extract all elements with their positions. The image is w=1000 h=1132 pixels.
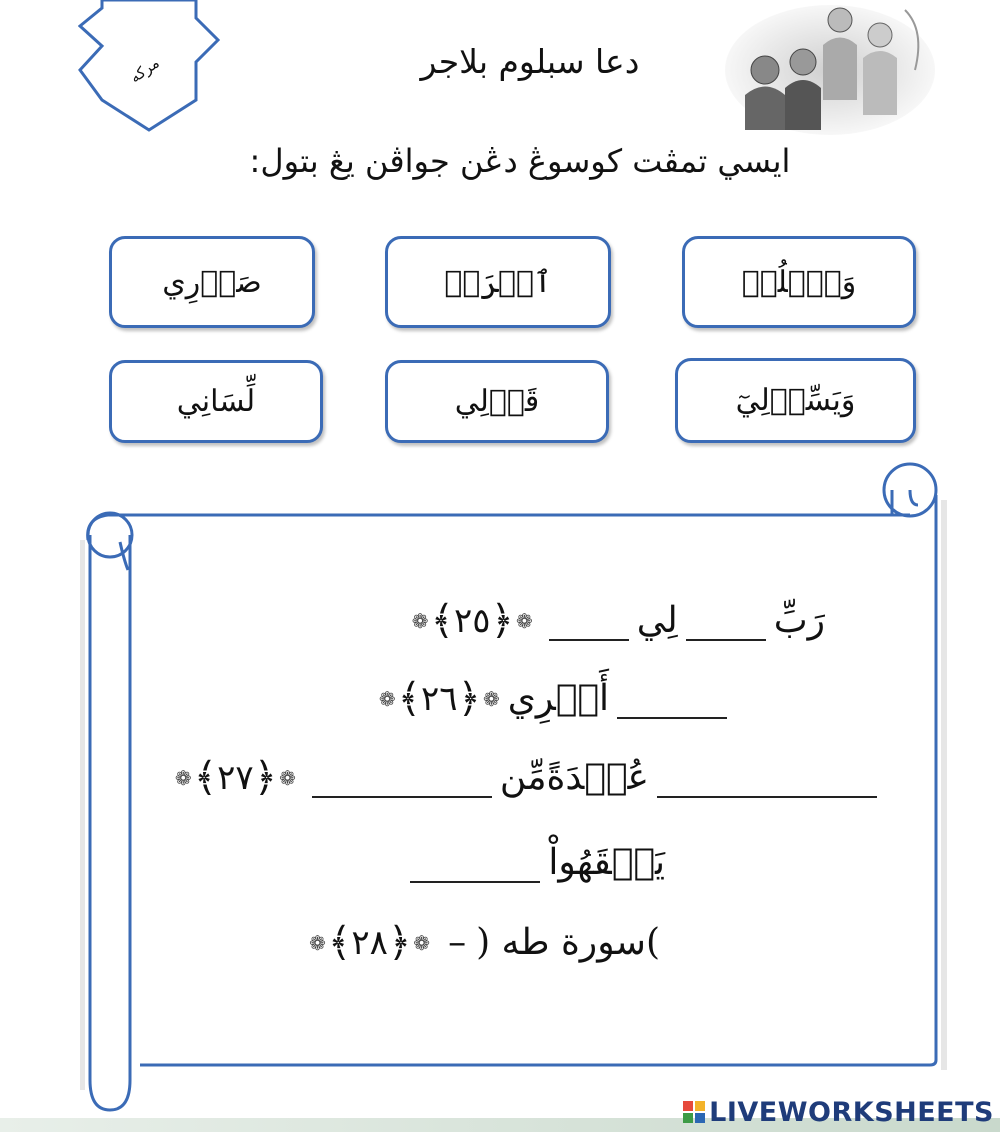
instruction-text: ايسي تمڤت كوسوڠ دڠن جواڤن يڠ بتول: [249, 142, 791, 180]
liveworksheets-logo-icon [683, 1101, 705, 1123]
brand-text: LIVEWORKSHEETS [709, 1096, 994, 1128]
rosette-icon: ❁ [309, 931, 326, 955]
verse-word: رَبِّ [773, 600, 825, 641]
ayah-number: ❁ ﴿ ٢٥ ﴾ ❁ [411, 598, 533, 644]
word-tile[interactable]: ٱشۡرَحۡ [385, 236, 611, 328]
rosette-icon: ❁ [411, 609, 429, 633]
word-tile[interactable]: وَٱحۡلُلۡ [682, 236, 916, 328]
ayah-number: ❁ ﴿ ٢٧ ﴾ ❁ [174, 755, 296, 801]
rosette-icon: ❁ [515, 609, 533, 633]
verse-word: لِي [636, 600, 678, 641]
answer-blank[interactable] [686, 613, 766, 641]
answer-blank[interactable] [657, 770, 877, 798]
verse-word: مِّن [499, 757, 547, 798]
answer-blank[interactable] [312, 770, 492, 798]
rosette-icon: ❁ [378, 687, 396, 711]
verse-word: أَمۡرِي [507, 678, 609, 719]
word-tile[interactable]: قَوۡلِي [385, 360, 609, 443]
surah-reference [301, 920, 660, 966]
dash: – [448, 922, 467, 963]
answer-blank[interactable] [617, 691, 727, 719]
ayah-number: ❁ ﴿ ٢٨ ﴾ ❁ [309, 920, 431, 966]
rosette-icon: ❁ [482, 687, 500, 711]
page-title: دعا سبلوم بلاجر [420, 42, 640, 81]
verse-line-25 [404, 598, 825, 644]
header-illustration [725, 0, 940, 135]
word-tile[interactable]: وَيَسِّرۡلِيٓ [675, 358, 916, 443]
verse-word: عُقۡدَةً [546, 757, 649, 798]
word-tile[interactable]: صَدۡرِي [109, 236, 315, 328]
surah-name: )سورة طه ( [476, 922, 660, 963]
answer-blank[interactable] [410, 855, 540, 883]
rosette-icon: ❁ [174, 766, 192, 790]
answer-blank[interactable] [549, 613, 629, 641]
verse-line-27 [167, 755, 885, 801]
liveworksheets-logo[interactable] [683, 1094, 994, 1130]
verse-line-26 [371, 676, 735, 722]
verse-line-28 [402, 842, 665, 883]
word-tile[interactable]: لِّسَانِي [109, 360, 323, 443]
verse-word: يَفۡقَهُواْ [548, 842, 665, 883]
rosette-icon: ❁ [279, 766, 296, 790]
ayah-number: ❁ ﴿ ٢٦ ﴾ ❁ [378, 676, 500, 722]
rosette-icon: ❁ [413, 931, 431, 955]
badge-label: مرکه [126, 53, 163, 87]
